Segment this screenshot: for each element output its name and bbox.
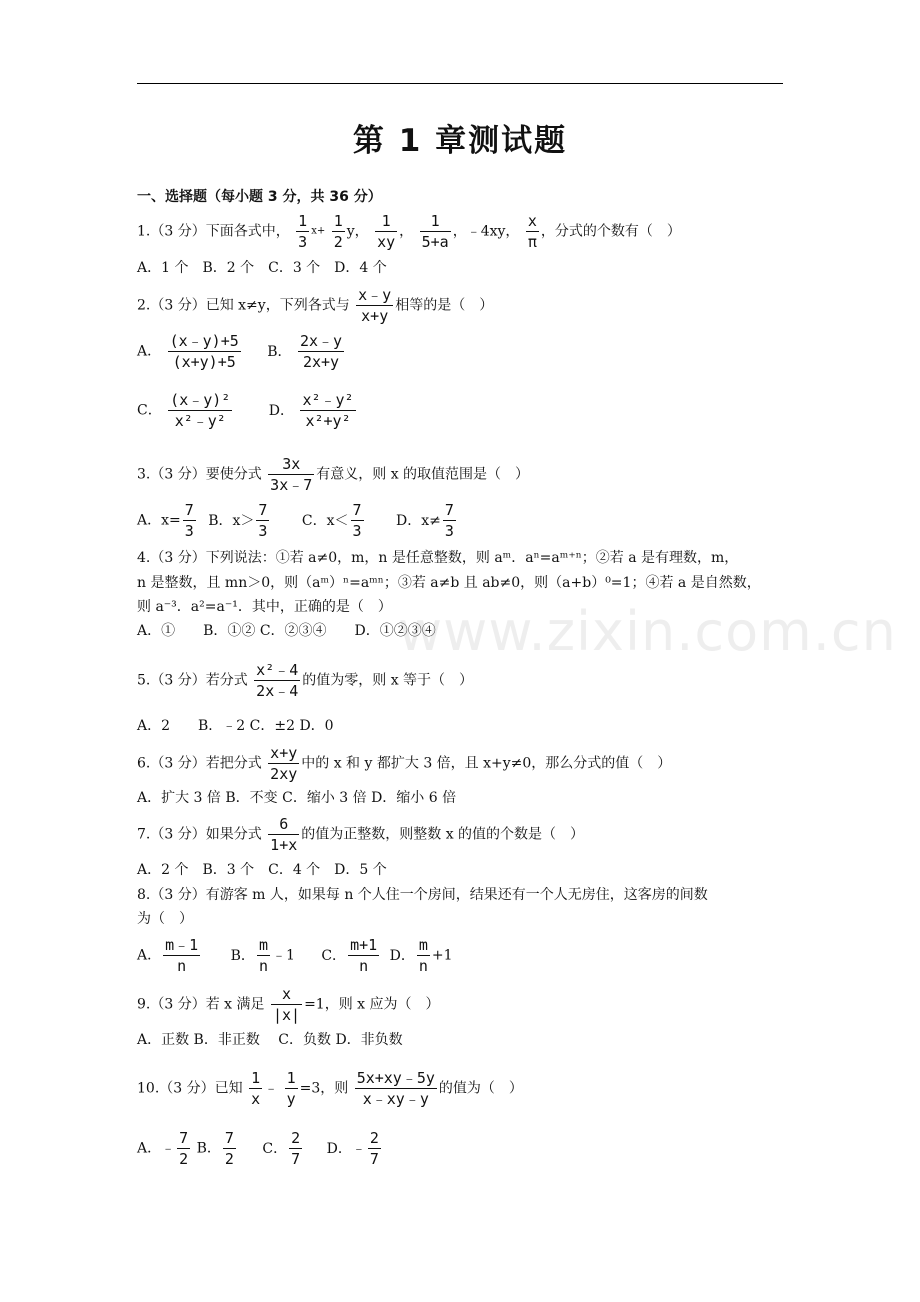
denominator: (x+y)+5 [172,353,236,371]
numerator: 7 [184,501,194,519]
question-5-options: A．2 B．﹣2 C．±2 D．0 [137,718,334,734]
text-segment: 7.（3 分）如果分式 [137,826,262,843]
text-segment: 6.（3 分）若把分式 [137,755,262,772]
numerator: x+y [270,744,298,762]
text-segment: A．﹣ [137,1140,176,1157]
text-segment: 有意义，则 x 的取值范围是（ ） [316,466,530,483]
fraction [420,211,451,252]
text-segment: A． [137,947,162,964]
watermark: www.zixin.com.cn [398,600,897,663]
text-segment: B． [230,947,255,964]
denominator: 3 [184,522,194,540]
denominator: 2 [224,1150,234,1168]
denominator: 2x﹣4 [256,682,299,700]
text-segment: =3，则 [299,1080,349,1097]
text-segment: =1，则 x 应为（ ） [304,996,440,1013]
question-4-options: A．① B．①② C．②③④ D．①②③④ [137,623,436,639]
question-9 [137,984,440,1025]
fraction [289,1128,302,1169]
numerator: x﹣y [358,286,392,304]
fraction [168,390,232,431]
question-4-line3: 则 a⁻³．a²=a⁻¹．其中，正确的是（ ） [137,599,392,615]
denominator: n [359,957,369,975]
question-2-options-ab [137,331,346,372]
numerator: 6 [268,814,299,835]
question-10-options [137,1128,383,1169]
text-segment: 1.（3 分）下面各式中， [137,223,290,240]
text-segment: B． [267,343,292,360]
text-segment: 2.（3 分）已知 x≠y，下列各式与 [137,297,350,314]
question-4-line1: 4.（3 分）下列说法：①若 a≠0，m，n 是任意整数，则 aᵐ．aⁿ=aᵐ⁺ⁿ；②若 a 是有理数，m， [137,550,739,566]
fraction [300,390,355,431]
denominator: 3 [298,233,308,251]
denominator: 2 [179,1150,189,1168]
question-6-options: A．扩大 3 倍 B．不变 C．缩小 3 倍 D．缩小 6 倍 [137,790,457,806]
numerator: (x﹣y)² [170,391,231,409]
fraction [443,500,456,541]
page-title: 第 1 章测试题 [352,123,568,159]
text-segment: A．x= [137,512,181,529]
numerator: 2x﹣y [299,332,343,350]
numerator: 7 [179,1129,189,1147]
question-8-line1: 8.（3 分）有游客 m 人，如果每 n 个人住一个房间，结果还有一个人无房住，这客房的间数 [137,887,708,903]
question-4-line2: n 是整数，且 mn＞0，则（aᵐ）ⁿ=aᵐⁿ；③若 a≠b 且 ab≠0，则（a+b）⁰=1；④若 a 是自然数， [137,575,761,591]
question-8-line2: 为（ ） [137,911,193,927]
denominator: 7 [369,1150,379,1168]
question-1-options: A．1 个 B．2 个 C．3 个 D．4 个 [137,260,387,276]
section-heading: 一、选择题（每小题 3 分，共 36 分） [137,189,382,205]
text-segment: ， [399,223,414,240]
numerator: 1 [286,1069,296,1087]
fraction [285,1068,298,1109]
numerator: 1 [375,211,397,232]
numerator: 1 [333,212,343,230]
fraction [168,331,241,372]
numerator: x²﹣y² [302,391,354,409]
text-segment: +1 [431,947,453,964]
text-segment: 中的 x 和 y 都扩大 3 倍，且 x+y≠0，那么分式的值（ ） [301,755,672,772]
denominator: 7 [291,1150,301,1168]
question-10 [137,1068,523,1109]
text-segment: ，﹣4xy， [452,223,520,240]
fraction [417,935,430,976]
numerator: 3x [268,454,314,475]
text-segment: C． [137,402,162,419]
fraction [356,285,393,326]
fraction [254,660,300,701]
denominator: y [286,1090,296,1108]
denominator: 2 [333,233,343,251]
numerator: m﹣1 [165,936,199,954]
denominator: xy [377,233,396,251]
question-7 [137,814,584,855]
text-segment: ，分式的个数有（ ） [540,223,681,240]
numerator: 1 [298,212,308,230]
denominator: x﹣xy﹣y [362,1090,429,1108]
numerator: 7 [444,501,454,519]
numerator: m [258,936,268,954]
numerator: 1 [251,1069,261,1087]
question-5 [137,660,473,701]
numerator: 7 [258,501,268,519]
question-2 [137,285,493,326]
numerator: m+1 [350,936,378,954]
fraction [271,984,302,1025]
denominator: n [258,957,268,975]
fraction [351,500,364,541]
text-segment: x+ [311,225,326,237]
numerator: (x﹣y)+5 [169,332,239,350]
text-segment: 3.（3 分）要使分式 [137,466,262,483]
question-2-options-cd [137,390,358,431]
text-segment: B． [196,1140,221,1157]
text-segment: 相等的是（ ） [395,297,494,314]
text-segment: A． [137,343,162,360]
numerator: x²﹣4 [256,661,299,679]
fraction [348,935,379,976]
fraction [177,1128,190,1169]
denominator: 3 [352,522,362,540]
question-3-options [137,500,458,541]
denominator: 1+x [270,836,298,854]
numerator: 5x+xy﹣5y [356,1069,435,1087]
question-9-options: A．正数 B．非正数 C．负数 D．非负数 [137,1032,403,1048]
denominator: 3 [258,522,268,540]
fraction [332,211,345,252]
fraction [268,814,299,855]
numerator: m [418,936,428,954]
text-segment: 10.（3 分）已知 [137,1080,243,1097]
fraction [223,1128,236,1169]
fraction [368,1128,381,1169]
denominator: 2xy [270,765,298,783]
text-segment: y， [346,223,369,240]
text-segment: C．x＜ [301,512,349,529]
denominator: 3x﹣7 [270,476,313,494]
denominator: x²+y² [305,412,351,430]
numerator: 7 [352,501,362,519]
fraction [355,1068,437,1109]
text-segment: D． [268,402,295,419]
numerator: 2 [291,1129,301,1147]
numerator: 1 [420,211,451,232]
text-segment: ﹣1 [271,947,295,964]
fraction [163,935,200,976]
numerator: x [271,984,302,1005]
text-segment: D． [389,947,415,964]
text-segment: C． [321,947,347,964]
fraction [268,743,299,784]
fraction [183,500,196,541]
denominator: 2x+y [302,353,340,371]
denominator: n [418,957,428,975]
header-rule [137,83,783,84]
text-segment: D．x≠ [396,512,441,529]
fraction [257,935,270,976]
numerator: 2 [369,1129,379,1147]
text-segment: 的值为正整数，则整数 x 的值的个数是（ ） [301,826,585,843]
numerator: 7 [224,1129,234,1147]
fraction [268,454,314,495]
question-1 [137,211,681,252]
numerator: x [527,212,537,230]
text-segment: C． [262,1140,288,1157]
fraction [249,1068,262,1109]
fraction [298,331,344,372]
denominator: x²﹣y² [174,412,226,430]
text-segment: 5.（3 分）若分式 [137,672,248,689]
question-7-options: A．2 个 B．3 个 C．4 个 D．5 个 [137,862,387,878]
denominator: x [251,1090,261,1108]
question-3 [137,454,529,495]
text-segment: B．x＞ [208,512,255,529]
denominator: π [527,233,537,251]
question-8-options [137,935,453,976]
text-segment: 9.（3 分）若 x 满足 [137,996,265,1013]
denominator: 5+a [421,233,449,251]
fraction [256,500,269,541]
text-segment: 的值为零，则 x 等于（ ） [302,672,474,689]
text-segment: 的值为（ ） [438,1080,523,1097]
fraction [526,211,539,252]
fraction [296,211,309,252]
text-segment: ﹣ [264,1080,279,1097]
text-segment: D．﹣ [326,1140,366,1157]
denominator: 3 [444,522,454,540]
denominator: |x| [272,1006,301,1024]
denominator: n [177,957,187,975]
fraction [375,211,397,252]
question-6 [137,743,671,784]
denominator: x+y [361,307,389,325]
